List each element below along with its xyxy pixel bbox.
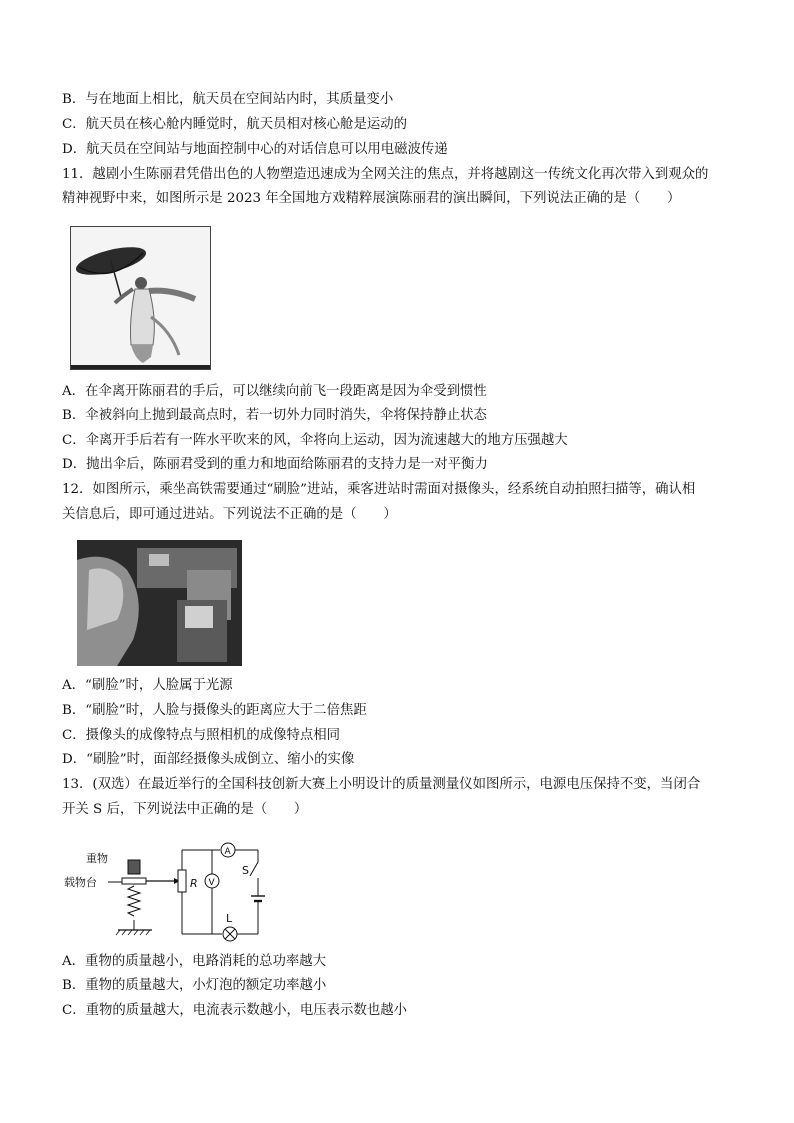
weight-label: 重物 bbox=[86, 852, 108, 865]
q11-option-c: C．伞离开手后若有一阵水平吹来的风，伞将向上运动，因为流速越大的地方压强越大 bbox=[62, 433, 568, 448]
platform bbox=[122, 878, 146, 884]
weight-block bbox=[128, 860, 140, 874]
q11-stem-line1: 11．越剧小生陈丽君凭借出色的人物塑造迅速成为全网关注的焦点，并将越剧这一传统文化再次带入到观众的 bbox=[62, 167, 709, 182]
q10-option-b: B．与在地面上相比，航天员在空间站内时，其质量变小 bbox=[62, 92, 394, 107]
q10-option-d: D．航天员在空间站与地面控制中心的对话信息可以用电磁波传递 bbox=[62, 142, 448, 157]
platform-label: 载物台 bbox=[64, 876, 97, 889]
resistor-label: R bbox=[190, 877, 198, 890]
q12-stem-line2: 关信息后，即可通过进站。下列说法不正确的是（ ） bbox=[62, 507, 397, 522]
q12-option-b: B．“刷脸”时，人脸与摄像头的距离应大于二倍焦距 bbox=[62, 703, 367, 718]
q12-option-a: A．“刷脸”时，人脸属于光源 bbox=[62, 678, 233, 693]
spring bbox=[128, 886, 140, 916]
q10-option-c: C．航天员在核心舱内睡觉时，航天员相对核心舱是运动的 bbox=[62, 117, 408, 132]
face-scan-gate-photo bbox=[77, 540, 242, 666]
opera-performer-illustration bbox=[71, 227, 210, 369]
q11-option-b: B．伞被斜向上抛到最高点时，若一切外力同时消失，伞将保持静止状态 bbox=[62, 408, 487, 423]
lamp-label: L bbox=[226, 912, 233, 925]
switch-S bbox=[250, 862, 258, 876]
q12-option-d: D．“刷脸”时，面部经摄像头成倒立、缩小的实像 bbox=[62, 752, 355, 767]
face-scan-illustration bbox=[77, 540, 242, 666]
q13-option-b: B．重物的质量越大，小灯泡的额定功率越小 bbox=[62, 978, 327, 993]
q13-option-a: A．重物的质量越小，电路消耗的总功率越大 bbox=[62, 954, 327, 969]
q11-stem-line2: 精神视野中来，如图所示是 2023 年全国地方戏精粹展演陈丽君的演出瞬间，下列说法正确的是（ ） bbox=[62, 191, 681, 206]
q13-stem-line1: 13．(双选）在最近举行的全国科技创新大赛上小明设计的质量测量仪如图所示，电源电压保持不变，当闭合 bbox=[62, 777, 701, 792]
resistor-R bbox=[178, 870, 186, 892]
switch-label: S bbox=[242, 864, 249, 877]
q12-stem-line1: 12．如图所示，乘坐高铁需要通过“刷脸”进站，乘客进站时需面对摄像头，经系统自动拍照扫描等，确认相 bbox=[62, 482, 696, 497]
ammeter-label: A bbox=[224, 847, 231, 857]
q13-stem-line2: 开关 S 后，下列说法中正确的是（ ） bbox=[62, 802, 308, 817]
q12-option-c: C．摄像头的成像特点与照相机的成像特点相同 bbox=[62, 728, 341, 743]
circuit-svg bbox=[62, 834, 272, 944]
q11-option-a: A．在伞离开陈丽君的手后，可以继续向前飞一段距离是因为伞受到惯性 bbox=[62, 384, 487, 399]
mass-meter-circuit-diagram bbox=[62, 834, 272, 944]
q13-option-c: C．重物的质量越大，电流表示数越小，电压表示数也越小 bbox=[62, 1003, 408, 1018]
opera-performer-photo bbox=[70, 226, 211, 370]
voltmeter-label: V bbox=[208, 878, 215, 888]
q11-option-d: D．抛出伞后，陈丽君受到的重力和地面给陈丽君的支持力是一对平衡力 bbox=[62, 457, 488, 472]
